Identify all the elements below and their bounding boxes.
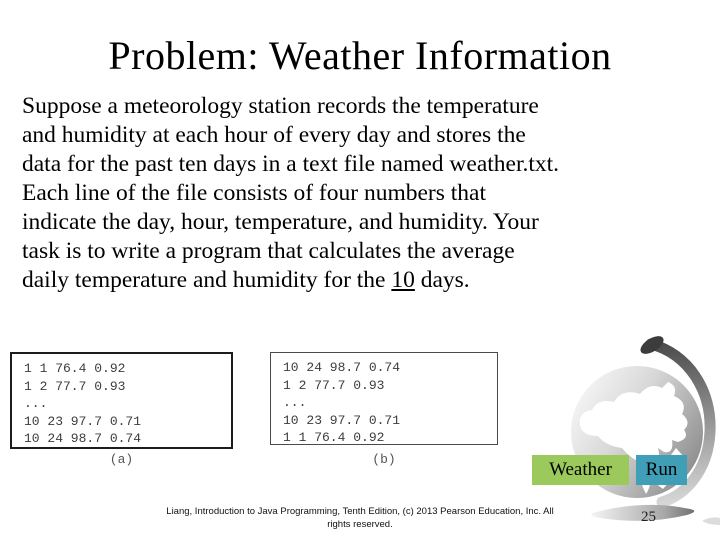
page-number: 25 bbox=[641, 509, 656, 525]
weather-file-sample-a bbox=[10, 352, 233, 449]
run-button[interactable]: Run bbox=[636, 455, 687, 485]
body-text-line bbox=[22, 266, 716, 295]
body-text-segment: daily temperature and humidity for the bbox=[22, 267, 392, 293]
body-text-segment: days. bbox=[414, 267, 470, 293]
problem-description bbox=[22, 92, 716, 295]
code-line: 1 1 76.4 0.92 bbox=[283, 430, 385, 445]
code-line: 10 24 98.7 0.74 bbox=[24, 431, 142, 446]
weather-file-sample-b bbox=[270, 352, 498, 445]
body-text-line: and humidity at each hour of every day and stores the bbox=[22, 122, 526, 148]
footer-credit-line2: rights reserved. bbox=[327, 518, 393, 530]
code-line: 1 2 77.7 0.93 bbox=[283, 377, 385, 393]
figure-a-label: (a) bbox=[109, 452, 134, 467]
code-line: ... bbox=[283, 395, 307, 410]
code-line: 1 2 77.7 0.93 bbox=[24, 378, 126, 394]
footer-credit bbox=[0, 506, 720, 531]
figure-b-label: (b) bbox=[372, 452, 396, 467]
code-line: 10 24 98.7 0.74 bbox=[283, 360, 401, 375]
body-text-line: task is to write a program that calculates the average bbox=[22, 238, 515, 264]
page-title: Problem: Weather Information bbox=[108, 33, 612, 78]
footer-credit-line1: Liang, Introduction to Java Programming, Tenth Edition, (c) 2013 Pearson Education, Inc. All bbox=[166, 506, 554, 517]
body-text-line: indicate the day, hour, temperature, and humidity. Your bbox=[22, 209, 539, 235]
code-line: ... bbox=[24, 396, 48, 411]
body-text-line: Suppose a meteorology station records the temperature bbox=[22, 93, 539, 119]
body-text-line: data for the past ten days in a text file named weather.txt. bbox=[22, 151, 560, 177]
underlined-ten: 10 bbox=[391, 267, 415, 293]
code-line: 10 23 97.7 0.71 bbox=[24, 413, 142, 429]
code-line: 1 1 76.4 0.92 bbox=[24, 361, 126, 376]
body-text-line: Each line of the file consists of four numbers that bbox=[22, 180, 486, 206]
code-line: 10 23 97.7 0.71 bbox=[283, 412, 401, 428]
weather-button[interactable]: Weather bbox=[532, 455, 629, 485]
